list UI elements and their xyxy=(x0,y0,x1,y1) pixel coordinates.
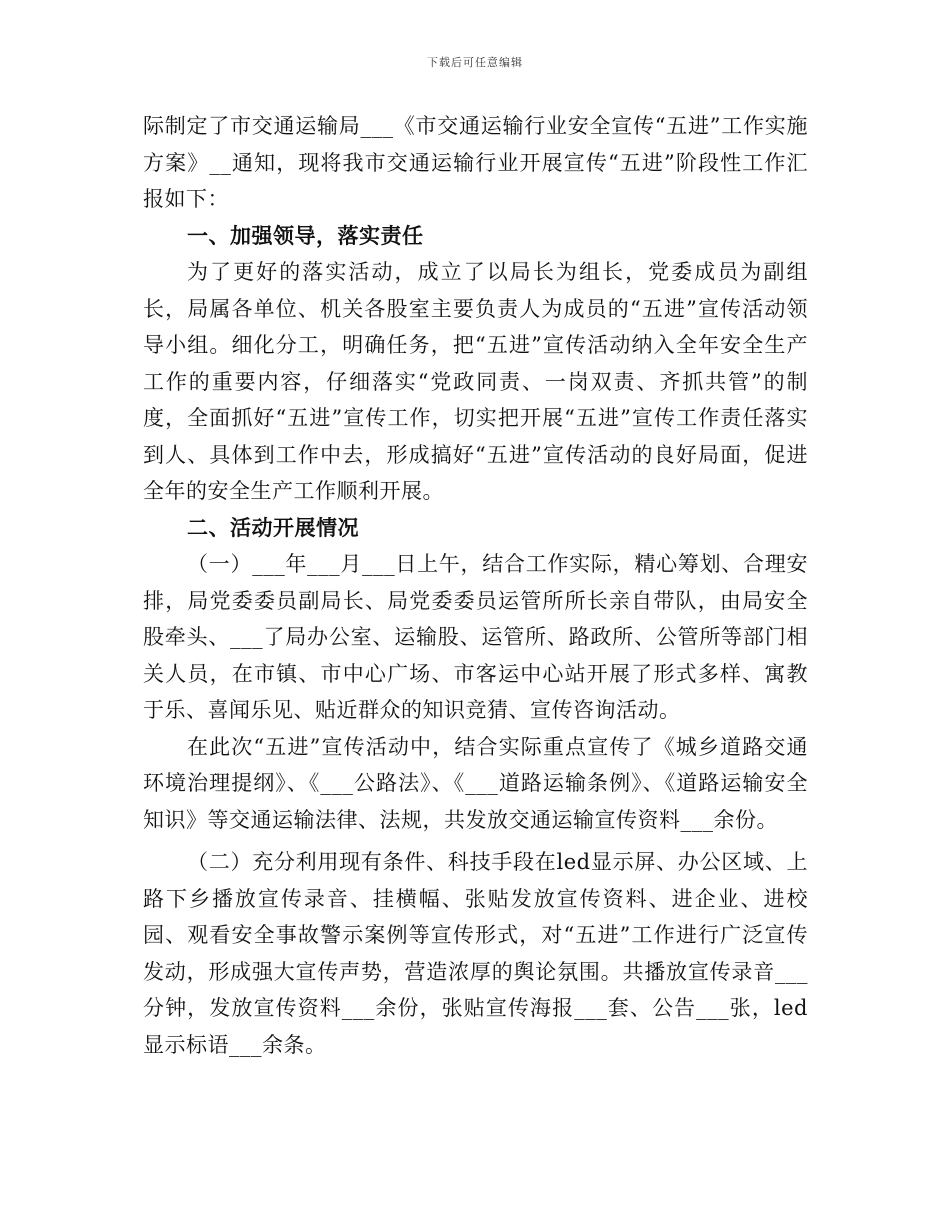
section-heading-2: 二、活动开展情况 xyxy=(187,515,359,540)
paragraph-activity-1: （一）___年___月___日上午，结合工作实际，精心筹划、合理安排，局党委委员副局长、局党委委员运管所所长亲自带队，由局安全股牵头、___了局办公室、运输股、运管所、路政所、公管所等部门相关人员，在市镇、市中心广场、市客运中心站开展了形式多样、寓教于乐、喜闻乐见、贴近群众的知识竞猜、宣传咨询活动。 xyxy=(143,552,808,722)
header-note: 下载后可任意编辑 xyxy=(427,56,523,69)
document-body xyxy=(143,108,808,1063)
paragraph-activity-2: （二）充分利用现有条件、科技手段在led显示屏、办公区域、上路下乡播放宣传录音、挂横幅、张贴发放宣传资料、进企业、进校园、观看安全事故警示案例等宣传形式，对“五进”工作进行广泛宣传发动，形成强大宣传声势，营造浓厚的舆论氛围。共播放宣传录音___分钟，发放宣传资料___余份，张贴宣传海报___套、公告___张，led显示标语___余条。 xyxy=(143,850,808,1057)
paragraph-leadership: 为了更好的落实活动，成立了以局长为组长，党委成员为副组长，局属各单位、机关各股室主要负责人为成员的“五进”宣传活动领导小组。细化分工，明确任务，把“五进”宣传活动纳入全年安全生产工作的重要内容，仔细落实“党政同责、一岗双责、齐抓共管”的制度，全面抓好“五进”宣传工作，切实把开展“五进”宣传工作责任落实到人、具体到工作中去，形成搞好“五进”宣传活动的良好局面，促进全年的安全生产工作顺利开展。 xyxy=(143,260,808,503)
section-heading-1: 一、加强领导，落实责任 xyxy=(187,223,424,248)
paragraph-activity-materials: 在此次“五进”宣传活动中，结合实际重点宣传了《城乡道路交通环境治理提纲》、《___公路法》、《___道路运输条例》、《道路运输安全知识》等交通运输法律、法规，共发放交通运输宣传资料___余份。 xyxy=(143,734,808,832)
paragraph-intro: 际制定了市交通运输局___《市交通运输行业安全宣传“五进”工作实施方案》__通知，现将我市交通运输行业开展宣传“五进”阶段性工作汇报如下： xyxy=(143,114,808,211)
